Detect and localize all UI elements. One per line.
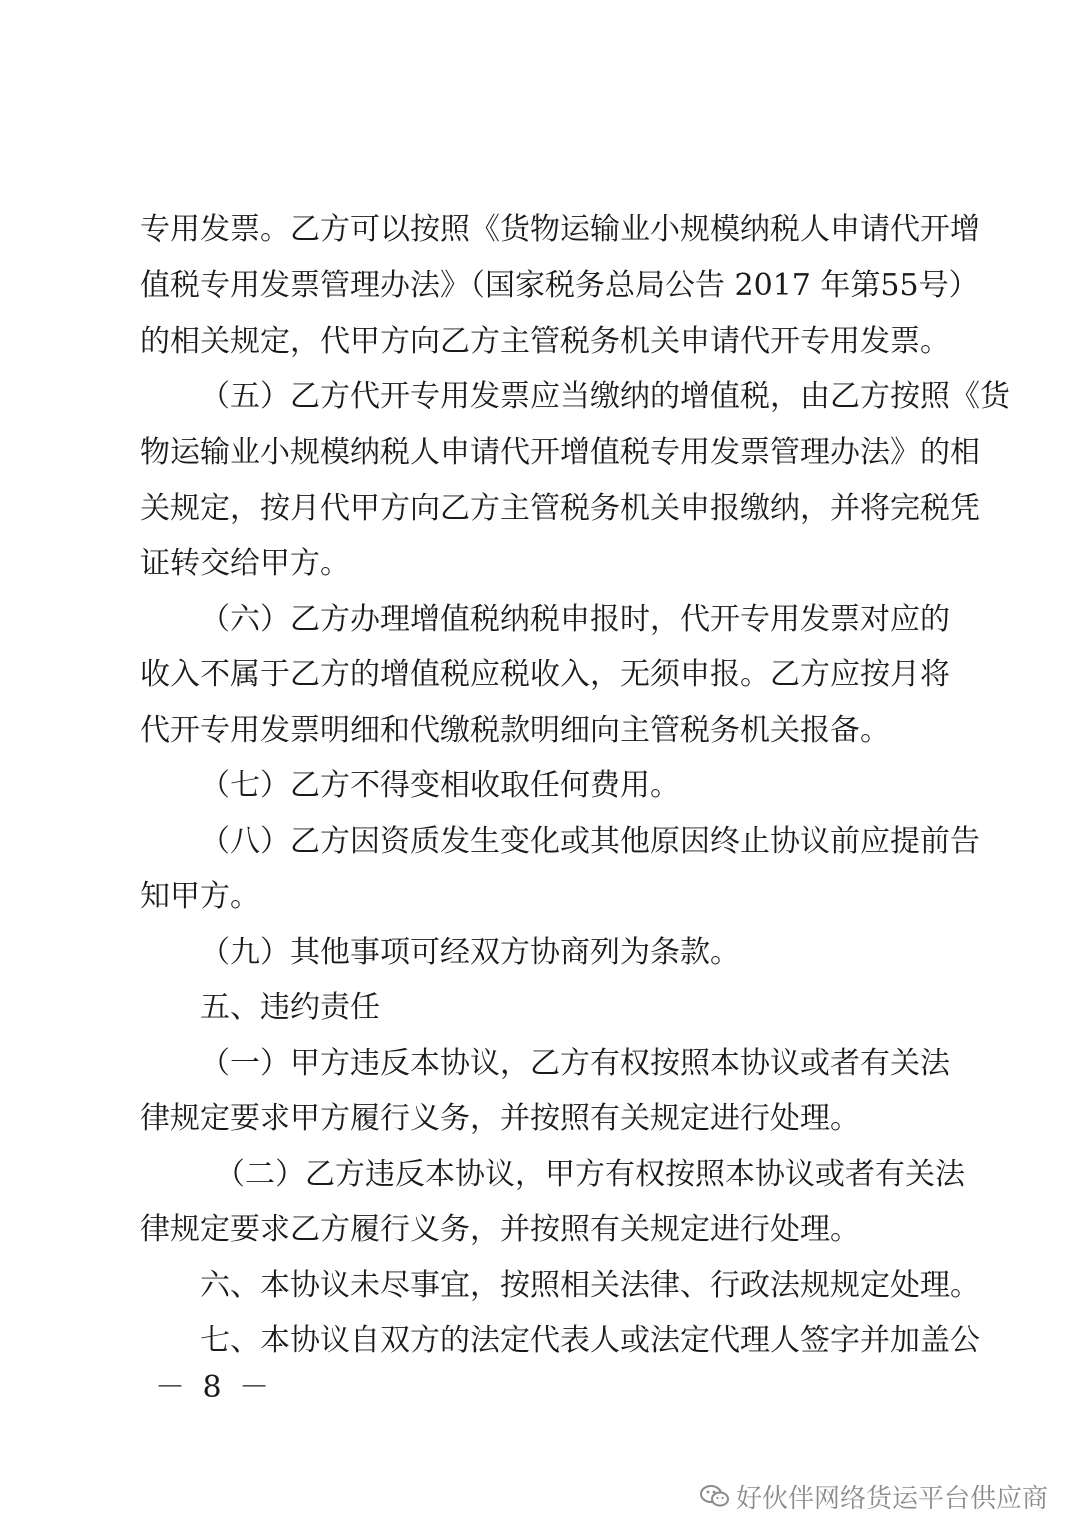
page-number: － 8 － <box>155 1370 274 1405</box>
section-line: 六、本协议未尽事宜，按照相关法律、行政法规规定处理。 <box>200 1268 980 1303</box>
text-line: 代开专用发票明细和代缴税款明细向主管税务机关报备。 <box>140 713 890 748</box>
text-line: 律规定要求甲方履行义务，并按照有关规定进行处理。 <box>140 1101 860 1136</box>
text-line: 物运输业小规模纳税人申请代开增值税专用发票管理办法》的相 <box>140 435 980 470</box>
paragraph-start-line: （二）乙方违反本协议，甲方有权按照本协议或者有关法 <box>215 1157 965 1192</box>
section-line: 七、本协议自双方的法定代表人或法定代理人签字并加盖公 <box>200 1323 980 1358</box>
text-line: 律规定要求乙方履行义务，并按照有关规定进行处理。 <box>140 1212 860 1247</box>
section-heading: 五、违约责任 <box>200 990 380 1025</box>
text-line: 关规定，按月代甲方向乙方主管税务机关申报缴纳，并将完税凭 <box>140 491 980 526</box>
text-line: 知甲方。 <box>140 879 260 914</box>
paragraph-start-line: （五）乙方代开专用发票应当缴纳的增值税，由乙方按照《货 <box>200 379 1010 414</box>
paragraph-start-line: （一）甲方违反本协议，乙方有权按照本协议或者有关法 <box>200 1046 950 1081</box>
paragraph-start-line: （九）其他事项可经双方协商列为条款。 <box>200 935 740 970</box>
paragraph-start-line: （七）乙方不得变相收取任何费用。 <box>200 768 680 803</box>
paragraph-start-line: （六）乙方办理增值税纳税申报时，代开专用发票对应的 <box>200 602 950 637</box>
watermark-text: 好伙伴网络货运平台供应商 <box>736 1483 1049 1514</box>
text-line: 专用发票。乙方可以按照《货物运输业小规模纳税人申请代开增 <box>140 212 980 247</box>
text-line: 的相关规定，代甲方向乙方主管税务机关申请代开专用发票。 <box>140 324 950 359</box>
paragraph-start-line: （八）乙方因资质发生变化或其他原因终止协议前应提前告 <box>200 824 980 859</box>
text-line: 值税专用发票管理办法》（国家税务总局公告 2017 年第55号） <box>140 268 979 303</box>
text-line: 证转交给甲方。 <box>140 546 350 581</box>
watermark <box>700 1476 1070 1516</box>
wechat-icon <box>700 1483 730 1509</box>
text-line: 收入不属于乙方的增值税应税收入，无须申报。乙方应按月将 <box>140 657 950 692</box>
